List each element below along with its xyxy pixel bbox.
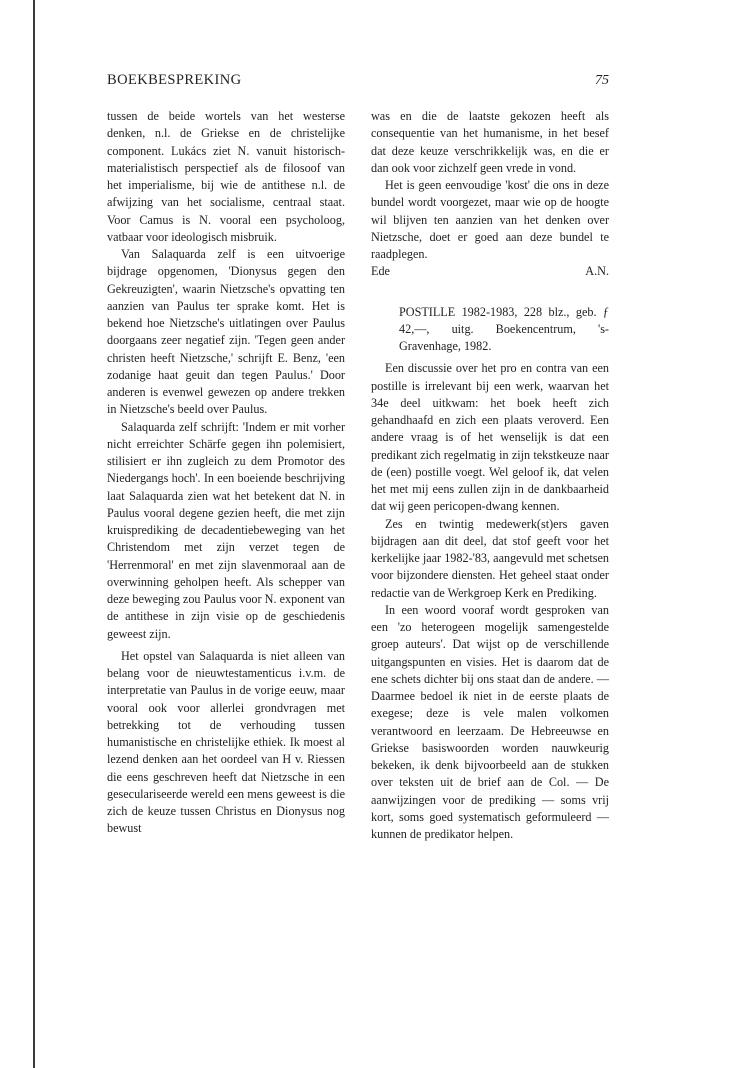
paragraph: Een discussie over het pro en contra van een postille is irrelevant bij een werk, waarvan het 34e deel uitkwam: het boek heeft zich gehandhaafd en zich een plaats veroverd. Een andere vraag is of het wenselijk is dat een predikant zich regelmatig in zijn tekstkeuze naar de (een) postille voegt. Wel geloof ik, dat velen het met mij eens zullen zijn in de dankbaarheid dat wij geen pericopen-dwang kennen. — [371, 361, 609, 514]
paragraph: In een woord vooraf wordt gesproken van een 'zo heterogeen mogelijk samengestelde groep auteurs'. Dat wijst op de verschillende uitgangspunten en visies. Het is daarom dat de ene schets dichter bij ons staat dan de andere. — Daarmee bedoel ik niet in de eerste plaats de exegese; deze is vele malen volkomen verantwoord en leerzaam. De Hebreeuwse en Griekse basiswoorden worden nauwkeurig bekeken, ik denk bijvoorbeeld aan de stukken over teksten uit de brief aan de Col. — De aanwijzingen voor de prediking — soms vrij kort, soms goed systematisch geformuleerd — kunnen de predikator helpen. — [371, 602, 609, 841]
book-citation — [399, 304, 609, 356]
paragraph: Het is geen eenvoudige 'kost' die ons in deze bundel wordt voorgezet, maar wie op de hoogte wil blijven ten aanzien van het denken over Nietzsche, doet er goed aan deze bundel te raadplegen. — [371, 178, 609, 261]
page-header — [107, 72, 609, 94]
paragraph: Salaquarda zelf schrijft: 'Indem er mit vorher nicht erreichter Schärfe gegen ihn polemisiert, stilisiert er ihn zugleich zu dem Promotor des Niedergangs hoch'. In een boeiende beschrijving laat Salaquarda zien wat het betekent dat N. in Paulus vooral degene gezien heeft, die met zijn kruisprediking de decadentiebeweging van het Christendom met zijn verzet tegen de 'Herrenmoral' en met zijn slavenmoraal aan de overwinning geholpen heeft. Als schepper van deze beweging zou Paulus voor N. exponent van de antithese in zijn visie op de geschiedenis geweest zijn. — [107, 419, 345, 641]
signature-place: Ede — [371, 264, 390, 279]
left-column — [107, 108, 345, 838]
right-column — [371, 108, 609, 843]
paragraph: Het opstel van Salaquarda is niet alleen van belang voor de nieuwtestamenticus i.v.m. de interpretatie van Paulus in de vorige eeuw, maar vooral ook voor allerlei grondvragen met betrekking tot de verhouding tussen humanistische en christelijke ethiek. Ik moest al lezend denken aan het oordeel van H v. Riessen die eens geschreven heeft dat Nietzsche in een geseculariseerde wereld een mens geweest is die zich de keuze tussen Christus en Dionysus nog bewust — [107, 648, 345, 836]
running-head: BOEKBESPREKING — [107, 72, 242, 88]
book-citation-text: POSTILLE 1982-1983, 228 blz., geb. ƒ 42,—, uitg. Boekencentrum, 's-Gravenhage, 1982. — [399, 304, 609, 353]
review-signature — [371, 263, 609, 280]
paragraph: was en die de laatste gekozen heeft als consequentie van het humanisme, in het besef dat deze keuze verschrikkelijk was, en die er dan ook voor zichzelf geen vrede in vond. — [371, 109, 609, 175]
paragraph: Van Salaquarda zelf is een uitvoerige bijdrage opgenomen, 'Dionysus gegen den Gekreuzigten', waarin Nietzsche's opvatting ten aanzien van Paulus ter sprake komt. Het is bekend hoe Nietzsche's uitlatingen over Paulus doorgaans zeer negatief zijn. 'Tegen geen ander christen heeft Nietzsche,' schrijft E. Benz, 'een zodanige haat geuit dan tegen Paulus.' Door anderen is evenwel gewezen op andere trekken in Nietzsche's beeld over Paulus. — [107, 247, 345, 417]
page-number: 75 — [595, 73, 609, 88]
paragraph: tussen de beide wortels van het westerse denken, n.l. de Griekse en de christelijke component. Lukács ziet N. vanuit historisch-materialistisch perspectief als de filosoof van het imperialisme, bij wie de antithese n.l. de afwijzing van het socialisme, centraal staat. Voor Camus is N. vooral een psycholoog, vatbaar voor ideologisch misbruik. — [107, 109, 345, 244]
paragraph: Zes en twintig medewerk(st)ers gaven bijdragen aan dit deel, dat stof geeft voor het kerkelijke jaar 1982-'83, aangevuld met schetsen voor bijzondere diensten. Het geheel staat onder redactie van de Werkgroep Kerk en Prediking. — [371, 516, 609, 600]
signature-initials: A.N. — [585, 264, 609, 279]
scan-edge-line — [33, 0, 35, 1068]
